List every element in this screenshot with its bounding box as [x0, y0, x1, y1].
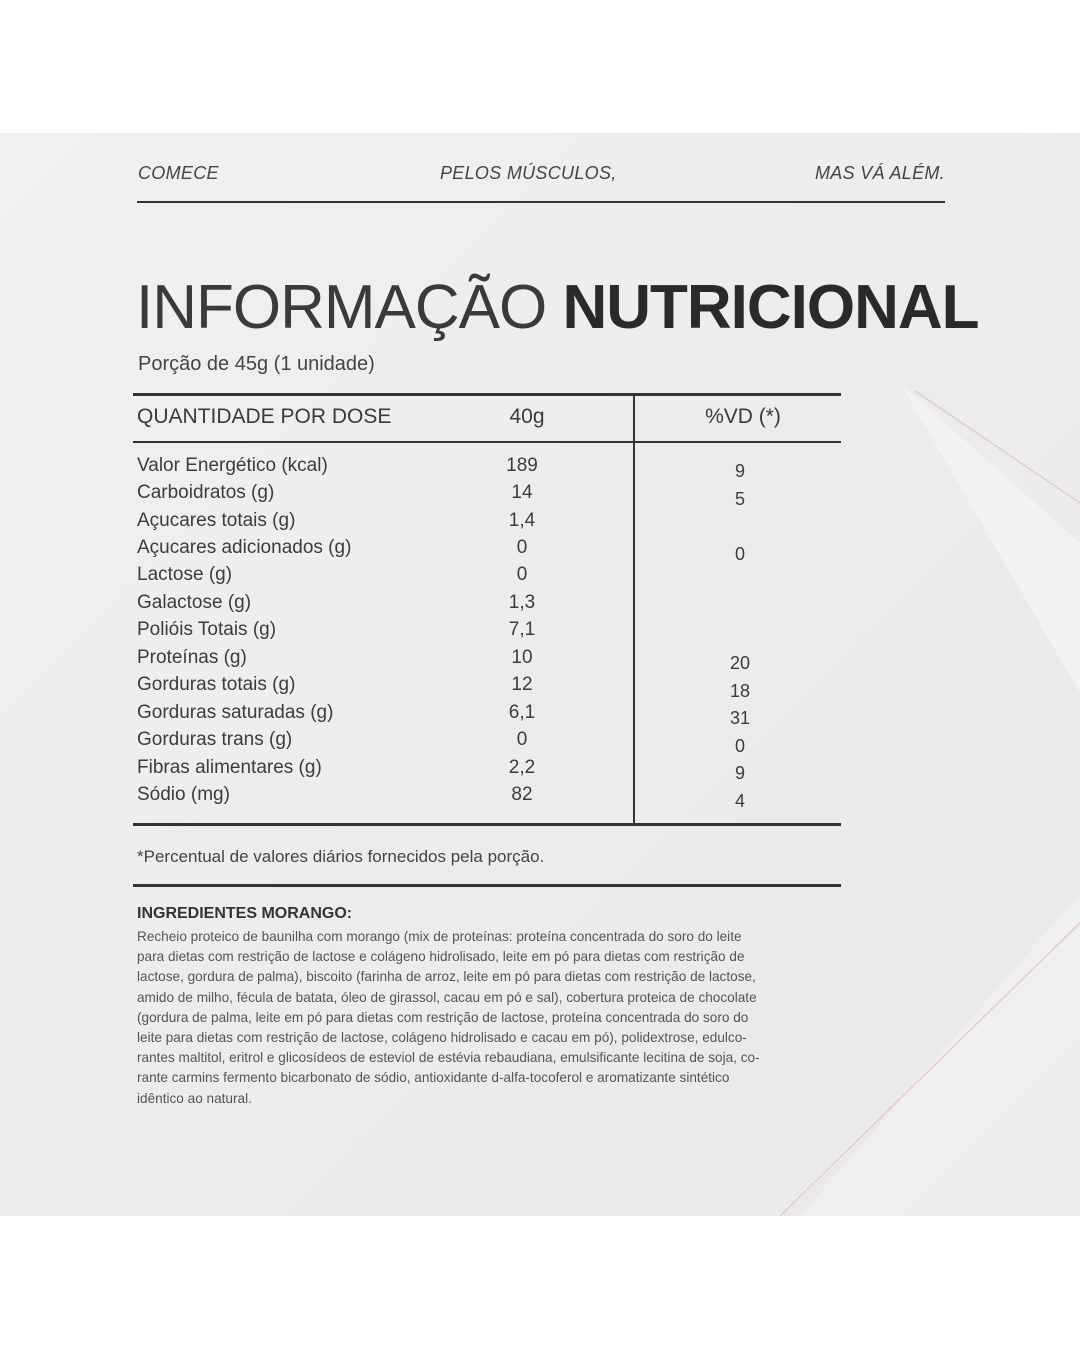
row-name: Gorduras totais (g) [137, 674, 296, 695]
footnote: *Percentual de valores diários fornecidos pela porção. [137, 847, 545, 866]
table-row [137, 784, 637, 811]
table-row [137, 729, 637, 756]
nutrition-panel [0, 133, 1080, 1216]
ingredients-line: (gordura de palma, leite em pó para dietas com restrição de lactose, proteína concentrada do soro do [137, 1009, 749, 1025]
tagline-left: COMECE [138, 163, 219, 183]
table-row [137, 455, 637, 482]
page-title [136, 273, 979, 343]
row-name: Valor Energético (kcal) [137, 455, 328, 476]
row-qty: 82 [511, 784, 533, 805]
table-row [137, 757, 637, 784]
table-row [137, 702, 637, 729]
vd-value: 4 [734, 791, 745, 811]
table-row [137, 674, 637, 701]
row-name: Proteínas (g) [137, 647, 247, 668]
row-qty: 2,2 [508, 757, 536, 778]
vd-value: 9 [734, 461, 745, 481]
ingredients-line: para dietas com restrição de lactose e colágeno hidrolisado, leite em pó para dietas com restrição de [137, 949, 745, 965]
vd-value: 31 [729, 708, 751, 728]
table-row [137, 510, 637, 537]
row-qty: 6,1 [508, 702, 536, 723]
row-name: Fibras alimentares (g) [137, 757, 322, 778]
table-bottom-rule [133, 823, 841, 826]
table-row [137, 564, 637, 591]
ingredients-line: lactose, gordura de palma), biscoito (farinha de arroz, leite em pó para dietas com restrição de lactose, [137, 969, 756, 985]
row-name: Galactose (g) [137, 592, 252, 613]
table-row [137, 647, 637, 674]
row-name: Lactose (g) [137, 564, 233, 585]
row-qty: 1,4 [508, 510, 536, 531]
vd-value: 5 [734, 489, 745, 509]
vd-value: 0 [734, 736, 745, 756]
table-row [137, 482, 637, 509]
table-header-name: QUANTIDADE POR DOSE [137, 405, 392, 428]
row-name: Gorduras trans (g) [137, 729, 293, 750]
row-qty: 189 [506, 455, 538, 476]
ingredients-heading: INGREDIENTES MORANGO: [137, 905, 353, 922]
ingredients-line: rantes maltitol, eritrol e glicosídeos de esteviol de estévia rebaudiana, emulsificante lecitina de soja, co- [137, 1050, 760, 1066]
row-qty: 14 [511, 482, 533, 503]
tagline-right: MAS VÁ ALÉM. [815, 163, 945, 183]
table-row [137, 537, 637, 564]
row-qty: 1,3 [508, 592, 536, 613]
row-name: Gorduras saturadas (g) [137, 702, 334, 723]
ingredients-line: leite para dietas com restrição de lactose, colágeno hidrolisado e cacau em pó), polidextrose, edulco- [137, 1030, 747, 1046]
row-name: Sódio (mg) [137, 784, 230, 805]
row-name: Carboidratos (g) [137, 482, 275, 503]
header-divider [137, 201, 945, 203]
portion-size: Porção de 45g (1 unidade) [138, 353, 375, 375]
title-light: INFORMAÇÃO [136, 273, 547, 342]
table-header-rule [133, 441, 841, 443]
table-top-rule [133, 393, 841, 396]
row-qty: 0 [516, 729, 528, 750]
row-name: Açucares adicionados (g) [137, 537, 352, 558]
ingredients-line: idêntico ao natural. [137, 1090, 252, 1106]
row-qty: 12 [511, 674, 533, 695]
ingredients-line: rante carmins fermento bicarbonato de sódio, antioxidante d-alfa-tocoferol e aromatizante sintético [137, 1070, 730, 1086]
vd-value: 18 [729, 681, 751, 701]
row-name: Polióis Totais (g) [137, 619, 277, 640]
row-qty: 0 [516, 564, 528, 585]
vd-value: 0 [734, 544, 745, 564]
ingredients-text [137, 927, 842, 1109]
ingredients-line: Recheio proteico de baunilha com morango (mix de proteínas: proteína concentrada do soro do leite [137, 929, 742, 944]
table-header-qty: 40g [509, 405, 545, 428]
vd-value: 9 [734, 763, 745, 783]
tagline-center: PELOS MÚSCULOS, [440, 163, 617, 183]
footnote-rule [133, 884, 841, 887]
row-name: Açucares totais (g) [137, 510, 296, 531]
title-bold: NUTRICIONAL [562, 273, 979, 342]
row-qty: 10 [511, 647, 533, 668]
table-row [137, 592, 637, 619]
vd-value: 20 [729, 653, 751, 673]
table-row [137, 619, 637, 646]
ingredients-line: amido de milho, fécula de batata, óleo de girassol, cacau em pó e sal), cobertura proteica de chocolate [137, 989, 757, 1005]
row-qty: 0 [516, 537, 528, 558]
table-header-vd: %VD (*) [705, 405, 781, 428]
row-qty: 7,1 [508, 619, 536, 640]
